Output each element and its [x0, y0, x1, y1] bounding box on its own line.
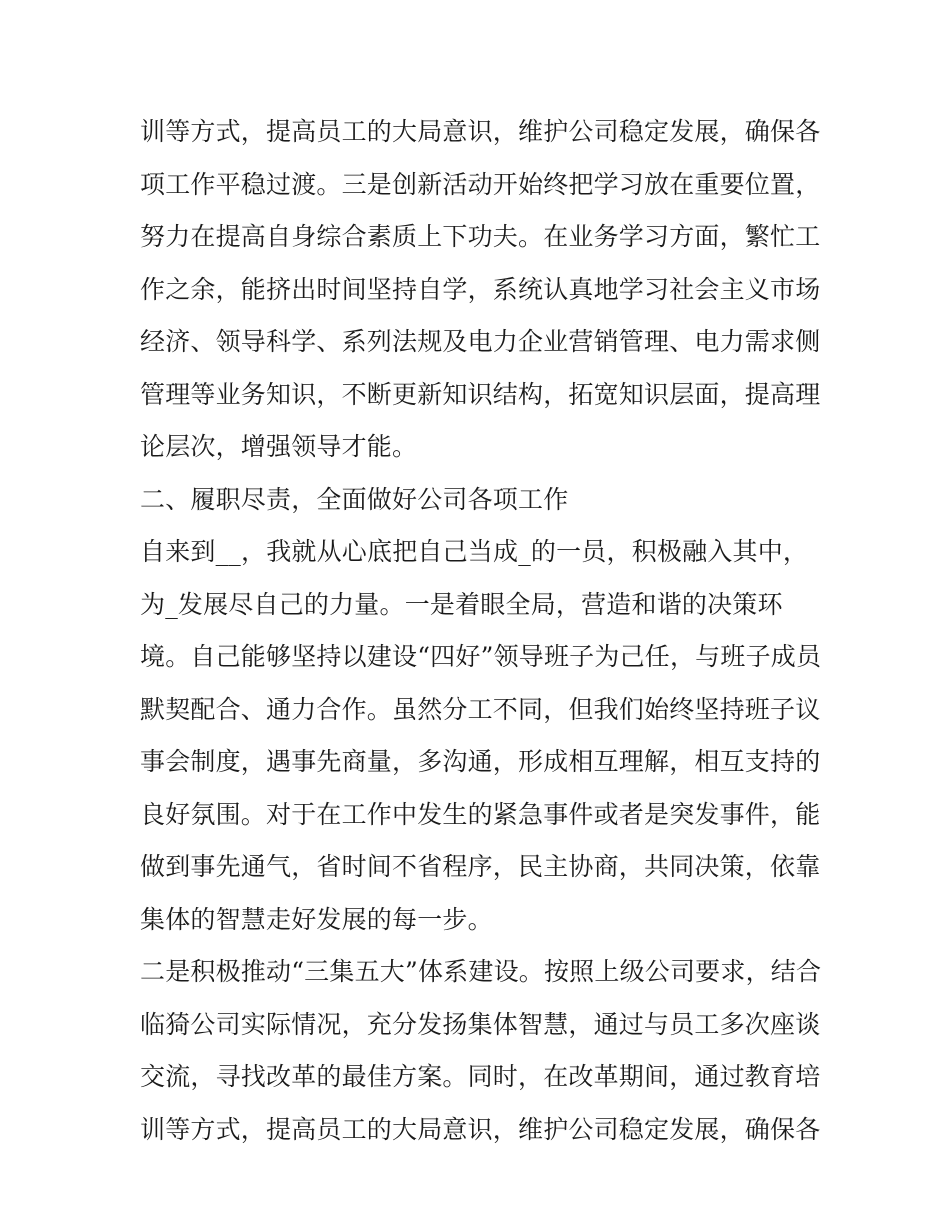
text-line: 自来到__，我就从心底把自己当成_的一员，积极融入其中，	[140, 537, 809, 566]
text-line: 作之余，能挤出时间坚持自学，系统认真地学习社会主义市场	[140, 274, 821, 304]
text-line: 为_发展尽自己的力量。一是着眼全局，营造和谐的决策环	[140, 589, 783, 619]
text-line: 项工作平稳过渡。三是创新活动开始终把学习放在重要位置，	[140, 169, 821, 199]
text-line: 临猗公司实际情况，充分发扬集体智慧，通过与员工多次座谈	[140, 1009, 821, 1039]
text-line: 管理等业务知识，不断更新知识结构，拓宽知识层面，提高理	[140, 379, 821, 409]
section-heading: 二、履职尽责，全面做好公司各项工作	[140, 484, 569, 514]
text-line: 论层次，增强领导才能。	[140, 432, 418, 461]
text-line: 做到事先通气，省时间不省程序，民主协商，共同决策，依靠	[140, 852, 821, 881]
text-line: 集体的智慧走好发展的每一步。	[140, 904, 493, 934]
text-line: 二是积极推动“三集五大”体系建设。按照上级公司要求，结合	[140, 957, 822, 986]
text-line: 努力在提高自身综合素质上下功夫。在业务学习方面，繁忙工	[140, 222, 821, 251]
text-line: 默契配合、通力合作。虽然分工不同，但我们始终坚持班子议	[140, 694, 821, 724]
text-line: 训等方式，提高员工的大局意识，维护公司稳定发展，确保各	[140, 117, 821, 146]
text-line: 训等方式，提高员工的大局意识，维护公司稳定发展，确保各	[140, 1114, 821, 1144]
text-line: 事会制度，遇事先商量，多沟通，形成相互理解，相互支持的	[140, 747, 821, 776]
text-line: 交流，寻找改革的最佳方案。同时，在改革期间，通过教育培	[140, 1062, 821, 1091]
text-line: 境。自己能够坚持以建设“四好”领导班子为己任，与班子成员	[140, 642, 822, 671]
document-body	[140, 106, 820, 1156]
text-line: 良好氛围。对于在工作中发生的紧急事件或者是突发事件，能	[140, 799, 821, 829]
text-line: 经济、领导科学、系列法规及电力企业营销管理、电力需求侧	[140, 327, 821, 356]
